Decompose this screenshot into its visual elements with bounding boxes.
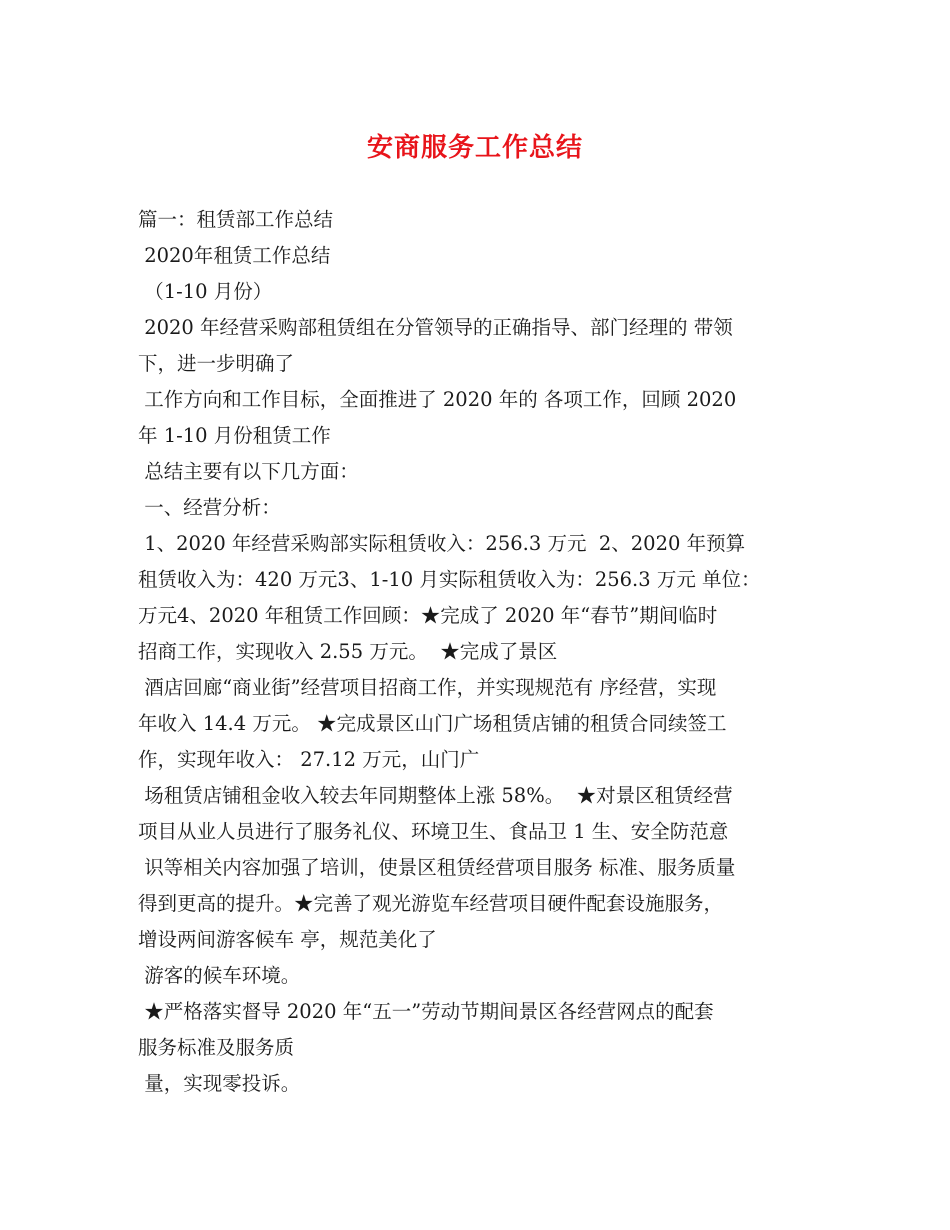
document-body (138, 202, 818, 1102)
text-line: 项目从业人员进行了服务礼仪、环境卫生、食品卫 1 生、安全防范意 (138, 820, 729, 843)
text-line: 增设两间游客候车 亭，规范美化了 (138, 928, 437, 951)
text-line: 一、经营分析： (138, 496, 281, 519)
text-line: 得到更高的提升。★完善了观光游览车经营项目硬件配套设施服务， (138, 892, 724, 915)
text-line: 总结主要有以下几方面： (138, 460, 359, 483)
text-line: 识等相关内容加强了培训，使景区租赁经营项目服务 标准、服务质量 (138, 856, 736, 879)
text-line: 1、2020 年经营采购部实际租赁收入：256.3 万元 2、2020 年预算 (138, 532, 746, 555)
text-line: 下，进一步明确了 (138, 352, 295, 375)
text-line: 服务标准及服务质 (138, 1036, 295, 1059)
text-line: 2020年租赁工作总结 (138, 244, 331, 267)
text-line: 作，实现年收入： 27.12 万元，山门广 (138, 748, 480, 771)
text-line: 招商工作，实现收入 2.55 万元。 ★完成了景区 (138, 640, 558, 663)
text-line: 酒店回廊“商业街”经营项目招商工作，并实现规范有 序经营，实现 (138, 676, 717, 699)
text-line: 租赁收入为：420 万元3、1-10 月实际租赁收入为：256.3 万元 单位： (138, 568, 761, 591)
text-line: 工作方向和工作目标，全面推进了 2020 年的 各项工作，回顾 2020 (138, 388, 737, 411)
text-line: 场租赁店铺租金收入较去年同期整体上涨 58%。 ★对景区租赁经营 (138, 784, 733, 807)
text-line: 游客的候车环境。 (138, 964, 301, 987)
text-line: 万元4、2020 年租赁工作回顾：★完成了 2020 年“春节”期间临时 (138, 604, 718, 627)
document-title: 安商服务工作总结 (366, 133, 583, 163)
text-line: （1-10 月份） (138, 280, 273, 303)
text-line: 年收入 14.4 万元。 ★完成景区山门广场租赁店铺的租赁合同续签工 (138, 712, 727, 735)
text-line: 篇一：租赁部工作总结 (138, 208, 334, 231)
text-line: 年 1-10 月份租赁工作 (138, 424, 331, 447)
text-line: 量，实现零投诉。 (138, 1072, 301, 1095)
text-line: ★严格落实督导 2020 年“五一”劳动节期间景区各经营网点的配套 (138, 1000, 714, 1023)
text-line: 2020 年经营采购部租赁组在分管领导的正确指导、部门经理的 带领 (138, 316, 733, 339)
